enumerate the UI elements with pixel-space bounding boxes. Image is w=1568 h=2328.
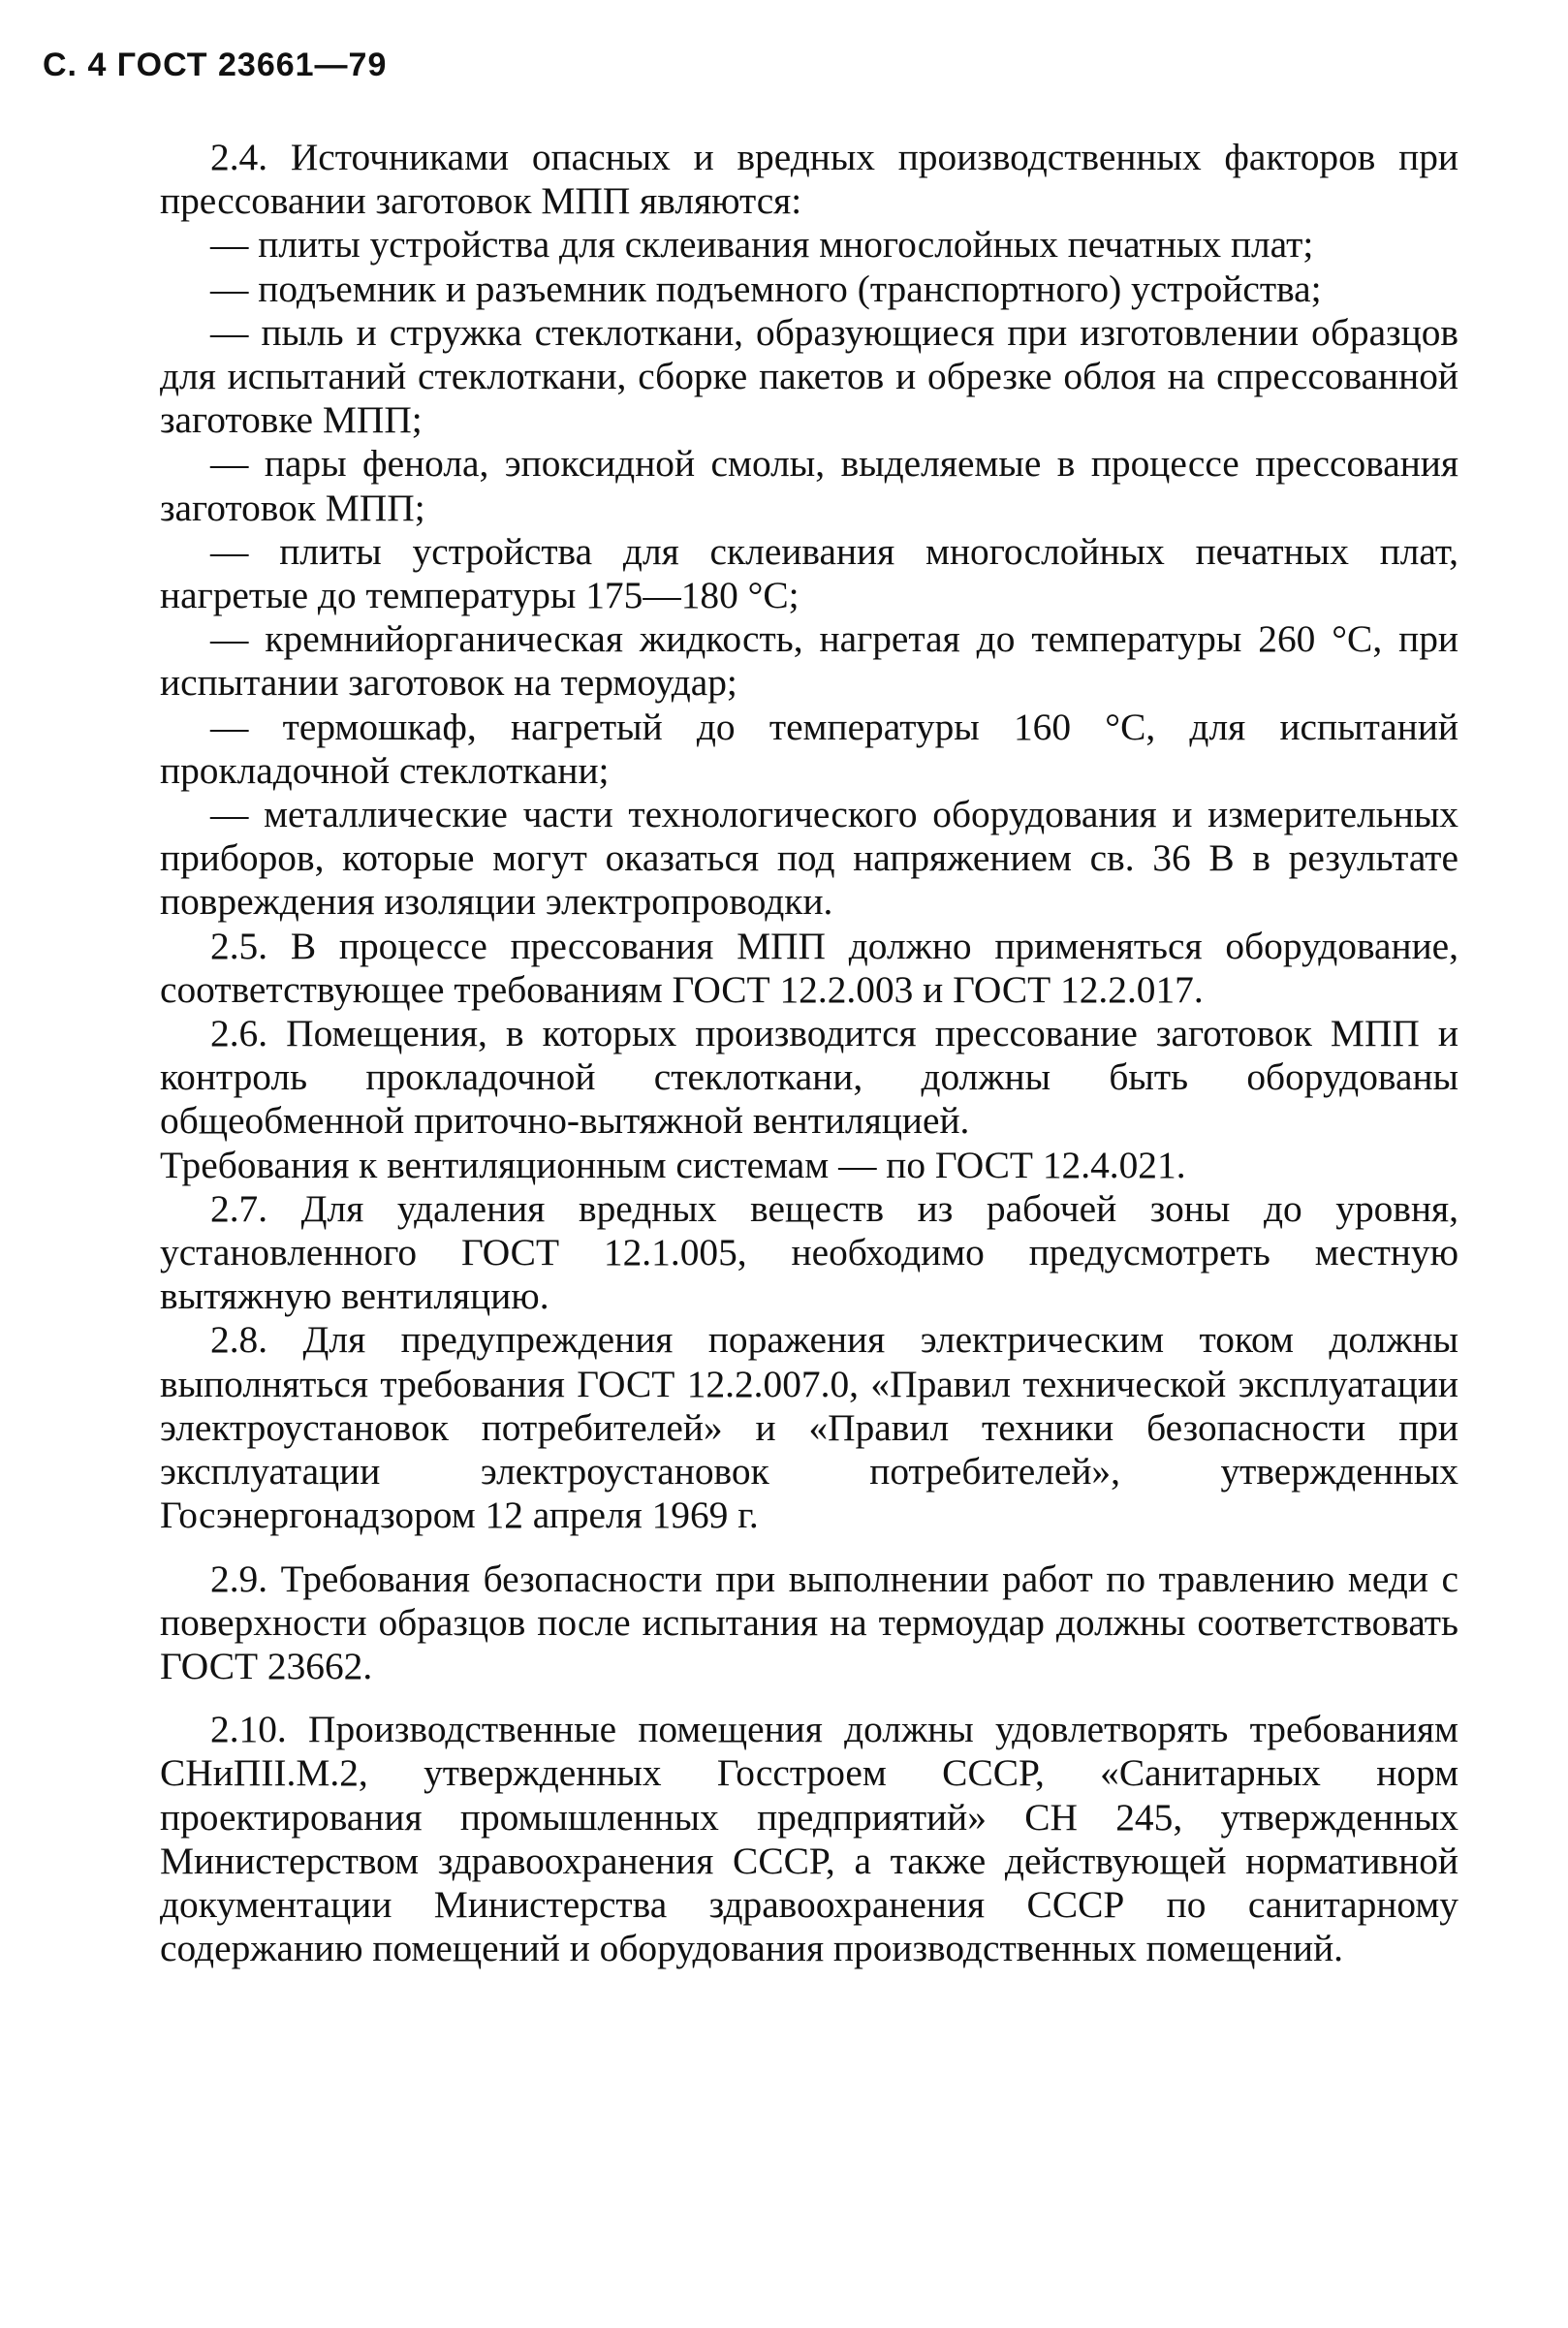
list-item-vapors: — пары фенола, эпоксидной смолы, выделяемые в процессе прессования заготовок МПП;: [160, 442, 1458, 529]
paragraph-2-7: 2.7. Для удаления вредных веществ из рабочей зоны до уровня, установленного ГОСТ 12.1.005, необходимо предусмотреть местную вытяжную вентиляцию.: [160, 1186, 1458, 1318]
paragraph-2-9: 2.9. Требования безопасности при выполнении работ по травлению меди с поверхности образцов после испытания на термоудар должны соответствовать ГОСТ 23662.: [160, 1557, 1458, 1687]
document-body: [160, 136, 1458, 1970]
list-item-plates: — плиты устройства для склеивания многослойных печатных плат;: [210, 223, 1314, 267]
paragraph-2-8: 2.8. Для предупреждения поражения электрическим током должны выполняться требования ГОСТ 12.2.007.0, «Правил технической эксплуатации электроустановок потребителей» и «Правил техники безопасности при эксплуатации электроустановок потребителей», утвержденных Госэнергонадзором 12 апреля 1969 г.: [160, 1318, 1458, 1537]
list-item-heated-plates: — плиты устройства для склеивания многослойных печатных плат, нагретые до температуры 175—180 °С;: [160, 529, 1458, 617]
page-header: С. 4 ГОСТ 23661—79: [43, 47, 388, 83]
paragraph-2-5: 2.5. В процессе прессования МПП должно применяться оборудование, соответствующее требованиям ГОСТ 12.2.003 и ГОСТ 12.2.017.: [160, 924, 1458, 1011]
list-item-lifter: — подъемник и разъемник подъемного (транспортного) устройства;: [210, 267, 1322, 310]
list-item-silicone-liquid: — кремнийорганическая жидкость, нагретая до температуры 260 °С, при испытании заготовок на термоудар;: [160, 617, 1458, 705]
paragraph-2-10: 2.10. Производственные помещения должны удовлетворять требованиям СНиПII.М.2, утвержденных Госстроем СССР, «Санитарных норм проектирования промышленных предприятий» СН 245, утвержденных Министерством здравоохранения СССР, а также действующей нормативной документации Министерства здравоохранения СССР по санитарному содержанию помещений и оборудования производственных помещений.: [160, 1708, 1458, 1970]
list-item-metal-parts: — металлические части технологического оборудования и измерительных приборов, которые могут оказаться под напряжением св. 36 В в результате повреждения изоляции электропроводки.: [160, 793, 1458, 924]
paragraph-2-4: 2.4. Источниками опасных и вредных производственных факторов при прессовании заготовок МПП являются:: [160, 136, 1458, 223]
list-item-dust: — пыль и стружка стеклоткани, образующиеся при изготовлении образцов для испытаний стеклоткани, сборке пакетов и обрезке облоя на спрессованной заготовке МПП;: [160, 310, 1458, 442]
paragraph-2-6-ventilation: Требования к вентиляционным системам — по ГОСТ 12.4.021.: [160, 1143, 1186, 1186]
list-item-oven: — термошкаф, нагретый до температуры 160 °С, для испытаний прокладочной стеклоткани;: [160, 705, 1458, 792]
paragraph-2-6: 2.6. Помещения, в которых производится прессование заготовок МПП и контроль прокладочной стеклоткани, должны быть оборудованы общеобменной приточно-вытяжной вентиляцией.: [160, 1012, 1458, 1143]
